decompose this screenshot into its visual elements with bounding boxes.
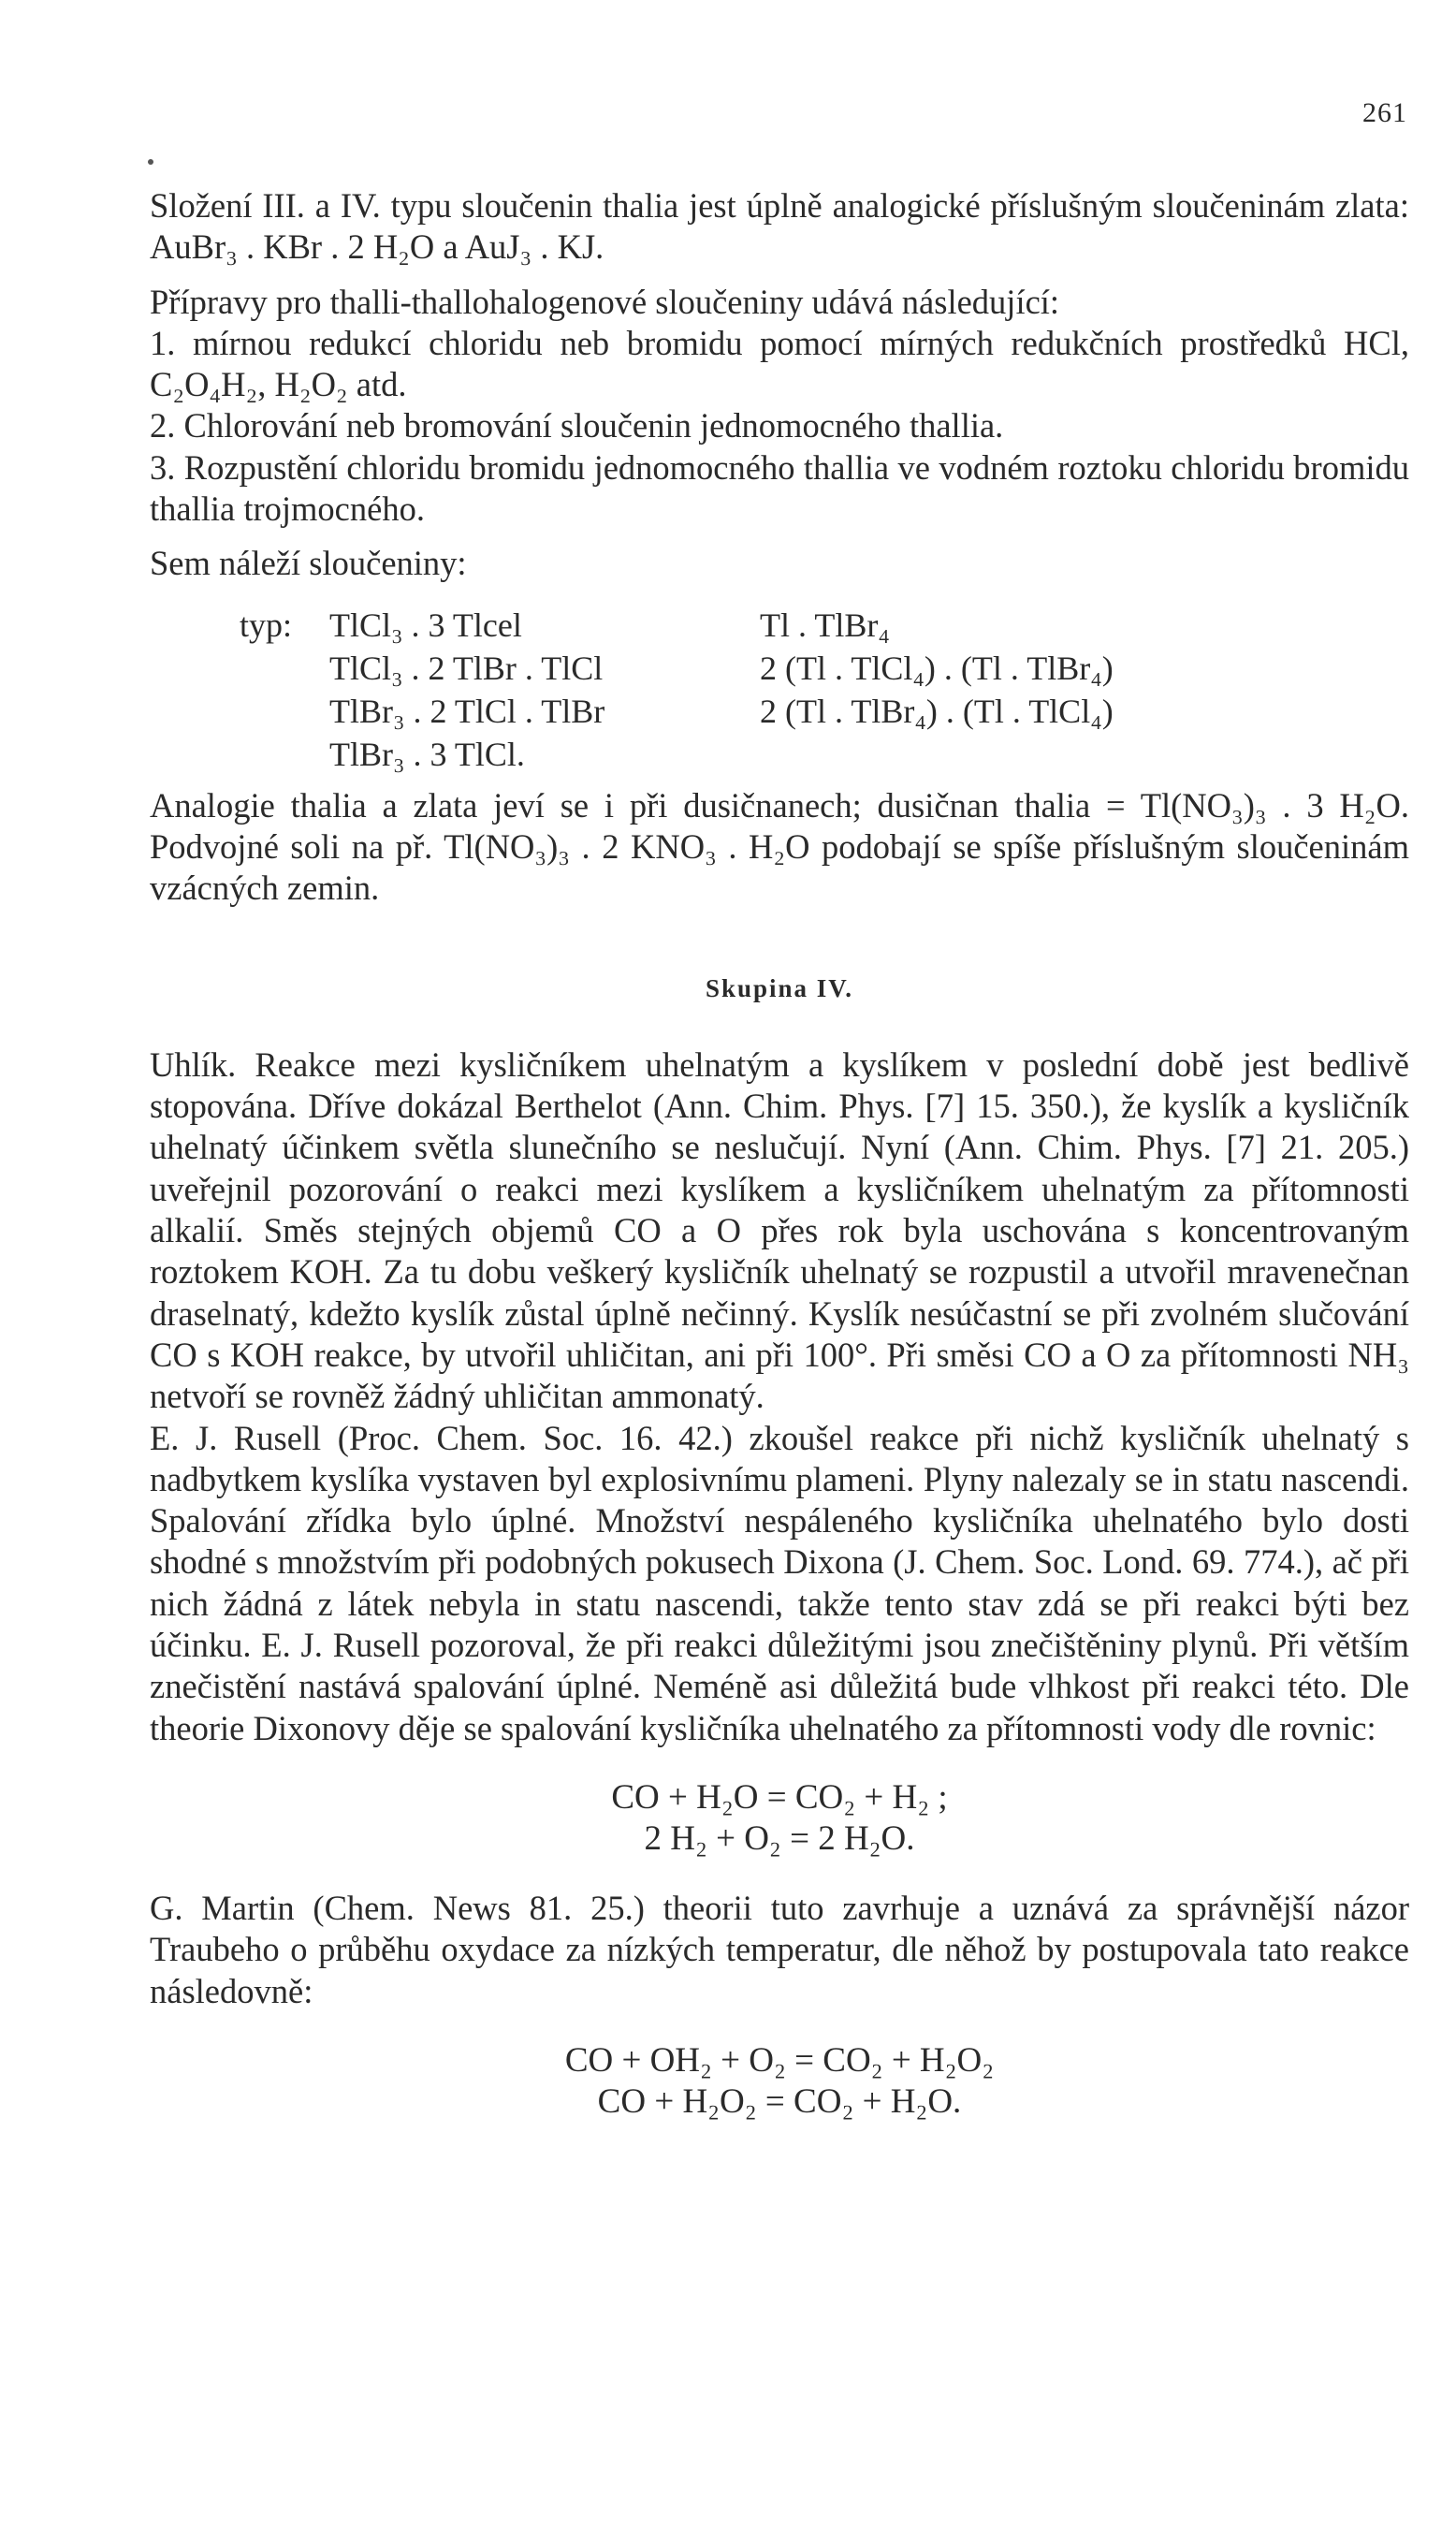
table-label: typ:: [240, 606, 293, 644]
compound-table: [240, 604, 1409, 776]
list-item: 1. mírnou redukcí chloridu neb bromidu pomocí mírných redukčních prostředků HCl, C₂O₄H₂, H₂O₂ atd.: [150, 323, 1409, 404]
table-cell: TlBr₃ . 3 TlCl.: [329, 735, 525, 773]
page-body: [150, 185, 1409, 2151]
paragraph: Přípravy pro thalli-thallohalogenové sloučeniny udává následující:: [150, 282, 1060, 321]
paragraph: G. Martin (Chem. News 81. 25.) theorii tuto zavrhuje a uznává za správnější názor Traubeho o průběhu oxydace za nízkých temperatur, dle něhož by postupovala tato reakce následovně:: [150, 1888, 1409, 2010]
table-cell: TlCl₃ . 2 TlBr . TlCl: [329, 649, 604, 687]
paragraph: Složení III. a IV. typu sloučenin thalia jest úplně analogické příslušným sloučeninám zlata: AuBr₃ . KBr . 2 H₂O a AuJ₃ . KJ.: [150, 186, 1409, 267]
table-cell: Tl . TlBr₄: [760, 606, 890, 644]
equation-block: [150, 1777, 1409, 1860]
table-cell: TlCl₃ . 3 Tlcel: [329, 606, 522, 644]
paragraph: E. J. Rusell (Proc. Chem. Soc. 16. 42.) zkoušel reakce při nichž kysličník uhelnatý s nadbytkem kyslíka vystaven byl explosivnímu plameni. Plyny nalezaly se in statu nascendi. Spalování zřídka bylo úplné. Množství nespáleného kysličníka uhelnatého bylo dosti shodné s množstvím při podobných pokusech Dixona (J. Chem. Soc. Lond. 69. 774.), ač při nich žádná z látek nebyla in statu nascendi, takže tento stav zdá se při reakci býti bez účinku. E. J. Rusell pozoroval, že při reakci důležitými jsou znečištěniny plynů. Při větším znečistění nastává spalování úplné. Neméně asi důležitá bude vlhkost při reakci této. Dle theorie Dixonovy děje se spalování kysličníka uhelnatého za přítomnosti vody dle rovnic:: [150, 1418, 1409, 1747]
list-item: 2. Chlorování neb bromování sloučenin jednomocného thallia.: [150, 406, 1004, 445]
table-cell: [760, 733, 1153, 776]
table-cell: 2 (Tl . TlBr₄) . (Tl . TlCl₄): [760, 692, 1114, 730]
table-cell: TlBr₃ . 2 TlCl . TlBr: [329, 692, 605, 730]
table-cell: 2 (Tl . TlCl₄) . (Tl . TlBr₄): [760, 649, 1114, 687]
paragraph: Analogie thalia a zlata jeví se i při dusičnanech; dusičnan thalia = Tl(NO₃)₃ . 3 H₂O. Podvojné soli na př. Tl(NO₃)₃ . 2 KNO₃ . H₂O podobají se spíše příslušným sloučeninám vzácných zemin.: [150, 785, 1409, 908]
equation: CO + H₂O = CO₂ + H₂ ;: [611, 1777, 948, 1817]
list-item: 3. Rozpustění chloridu bromidu jednomocného thallia ve vodném roztoku chloridu bromidu thallia trojmocného.: [150, 447, 1409, 529]
paragraph: Sem náleží sloučeniny:: [150, 544, 467, 583]
equation: 2 H₂ + O₂ = 2 H₂O.: [644, 1818, 915, 1858]
section-heading: Skupina IV.: [705, 973, 854, 1002]
paragraph: Uhlík. Reakce mezi kysličníkem uhelnatým a kyslíkem v poslední době jest bedlivě stopována. Dříve dokázal Berthelot (Ann. Chim. Phys. [7] 15. 350.), že kyslík a kysličník uhelnatý účinkem světla slunečního se neslučují. Nyní (Ann. Chim. Phys. [7] 21. 205.) uveřejnil pozorování o reakci mezi kyslíkem a kysličníkem uhelnatým za přítomnosti alkalií. Směs stejných objemů CO a O přes rok byla uschována s koncentrovaným roztokem KOH. Za tu dobu veškerý kysličník uhelnatý se rozpustil a utvořil mravenečnan draselnatý, kdežto kyslík zůstal úplně nečinný. Kyslík nesúčastní se při zvolném slučování CO s KOH reakce, by utvořil uhličitan, ani při 100°. Při směsi CO a O za přítomnosti NH₃ netvoří se rovněž žádný uhličitan ammonatý.: [150, 1044, 1409, 1416]
page-number: 261: [1362, 97, 1407, 128]
equation-block: [150, 2040, 1409, 2123]
scan-speck: [148, 159, 153, 165]
equation: CO + OH₂ + O₂ = CO₂ + H₂O₂: [564, 2040, 995, 2080]
equation: CO + H₂O₂ = CO₂ + H₂O.: [597, 2081, 962, 2121]
